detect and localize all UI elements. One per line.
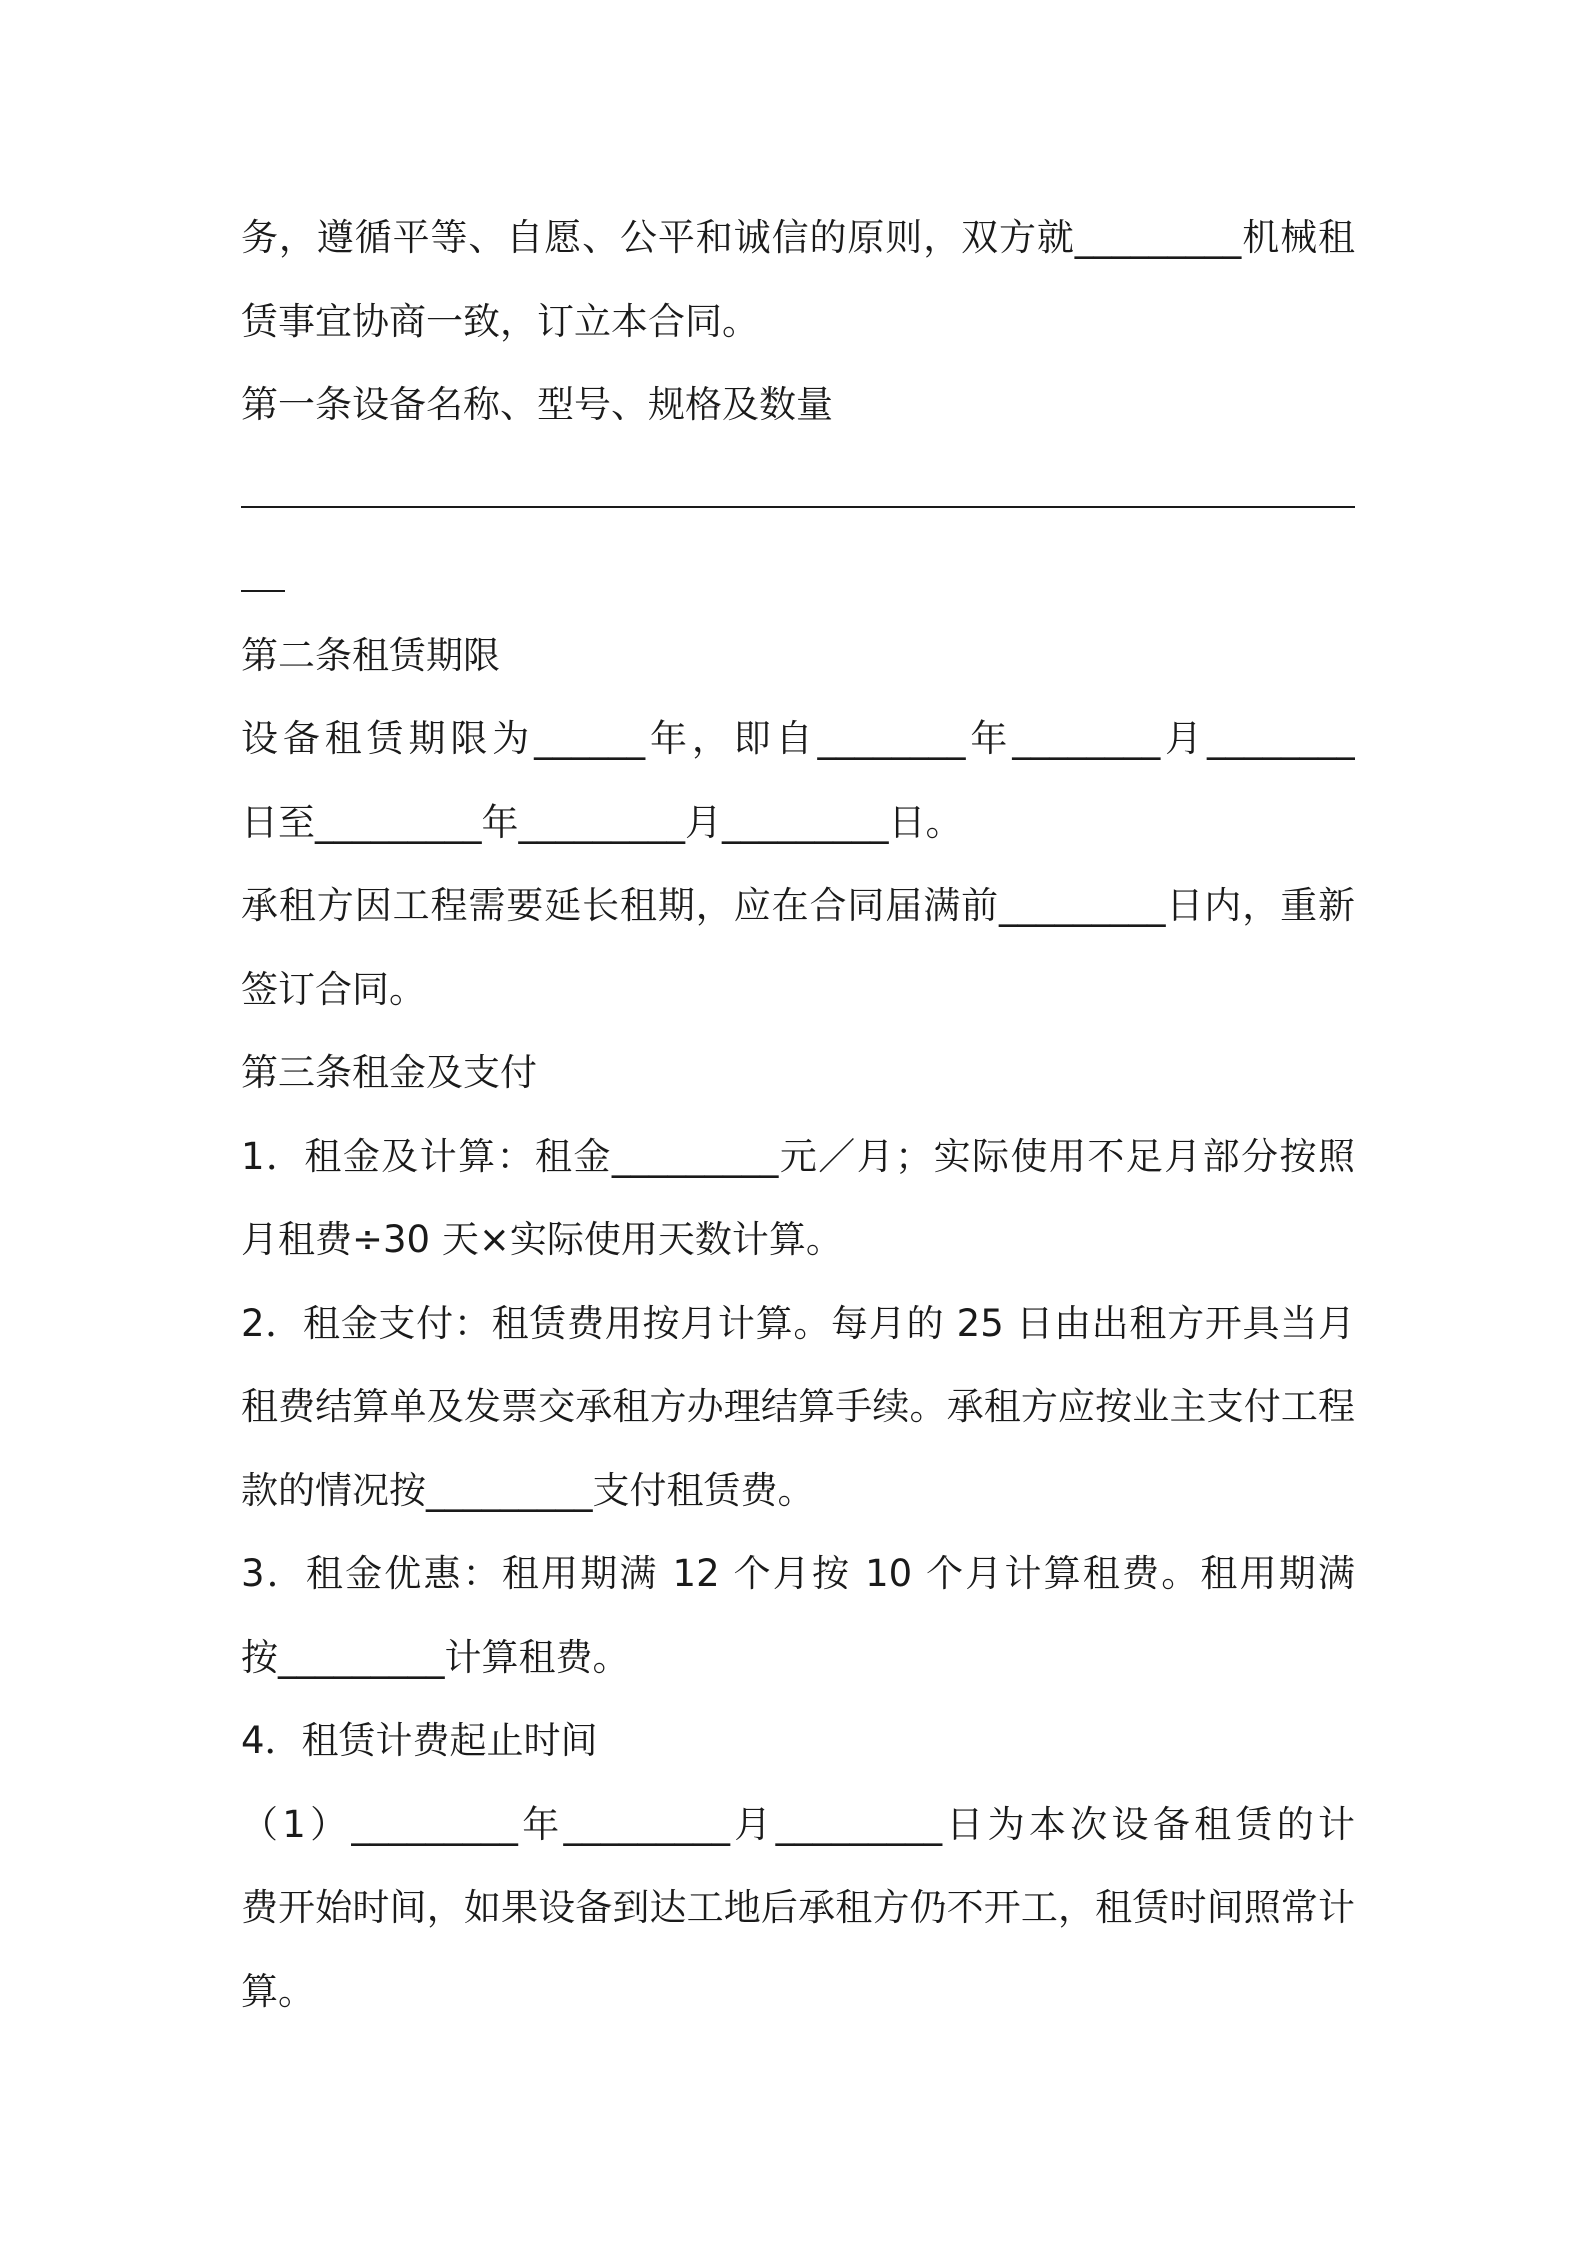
paragraph-line: 月租费÷30 天×实际使用天数计算。 [241,1218,843,1261]
section-heading-1: 第一条设备名称、型号、规格及数量 [241,383,833,426]
paragraph-line: 1．租金及计算：租金_________元／月；实际使用不足月部分按照 [241,1134,1355,1178]
paragraph-line: 费开始时间，如果设备到达工地后承租方仍不开工，租赁时间照常计 [241,1886,1355,1929]
paragraph-line: 设备租赁期限为______年，即自________年________月________ [241,717,1355,760]
paragraph-line: 款的情况按_________支付租赁费。 [241,1468,815,1512]
paragraph-line: 日至_________年_________月_________日。 [241,800,963,844]
underline-rule-short [241,590,285,592]
paragraph-line: 租费结算单及发票交承租方办理结算手续。承租方应按业主支付工程 [241,1385,1355,1428]
paragraph-line: 承租方因工程需要延长租期，应在合同届满前_________日内，重新 [241,884,1355,927]
blank-fill-line-continued [241,530,1355,614]
paragraph-line: 按_________计算租费。 [241,1635,630,1679]
paragraph-line: 赁事宜协商一致，订立本合同。 [241,299,759,343]
sub-heading: 4．租赁计费起止时间 [241,1719,598,1762]
document-body [241,196,1355,2033]
paragraph-line: 算。 [241,1969,315,2013]
paragraph-line: 签订合同。 [241,967,426,1011]
paragraph-line: 2．租金支付：租赁费用按月计算。每月的 25 日由出租方开具当月 [241,1301,1355,1345]
underline-rule [241,506,1355,508]
section-heading-3: 第三条租金及支付 [241,1051,537,1094]
paragraph-line: 3．租金优惠：租用期满 12 个月按 10 个月计算租费。租用期满 [241,1552,1355,1595]
blank-fill-line [241,447,1355,531]
paragraph-line: （1）_________年_________月_________日为本次设备租赁的计 [241,1802,1355,1846]
section-heading-2: 第二条租赁期限 [241,633,500,677]
paragraph-line: 务，遵循平等、自愿、公平和诚信的原则，双方就_________机械租 [241,216,1355,259]
